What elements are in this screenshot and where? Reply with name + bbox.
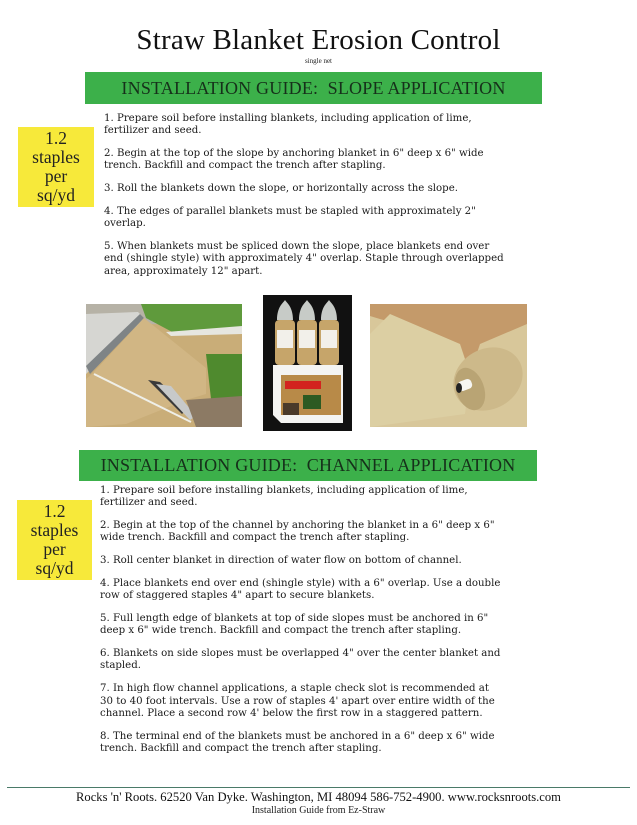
callout-per: per <box>43 539 66 559</box>
page-title: Straw Blanket Erosion Control <box>136 24 501 56</box>
callout-area: sq/yd <box>37 185 75 205</box>
blanket-roll-photo <box>370 304 527 427</box>
channel-section-heading-text: INSTALLATION GUIDE: CHANNEL APPLICATION <box>100 455 516 475</box>
blanket-roll-image <box>370 304 527 427</box>
channel-step-8: 8. The terminal end of the blankets must be anchored in a 6" deep x 6" wide trench. Backfill and compact the trench after stapling. <box>100 730 495 754</box>
footer-divider <box>7 787 630 788</box>
channel-steps-list <box>100 485 505 766</box>
channel-staple-callout <box>17 500 92 580</box>
channel-step-4: 4. Place blankets end over end (shingle style) with a 6" overlap. Use a double row of staggered staples 4" apart to secure blankets. <box>100 577 501 602</box>
slope-blanket-image <box>86 304 242 427</box>
slope-section-heading <box>85 72 542 104</box>
product-display-photo <box>263 295 352 431</box>
channel-step-7: 7. In high flow channel applications, a staple check slot is recommended at 30 to 40 foot intervals. Use a row of staples 4' apart over entire width of the channel. Place a second row 4' below the first row in a staggered pattern. <box>100 683 495 719</box>
footer-credit: Installation Guide from Ez-Straw <box>251 805 386 816</box>
channel-step-2: 2. Begin at the top of the channel by anchoring the blanket in a 6" deep x 6" wide trench. Backfill and compact the trench after stapling. <box>100 520 495 544</box>
channel-step-6: 6. Blankets on side slopes must be overlapped 4" over the center blanket and stapled. <box>100 648 501 672</box>
slope-section-heading-text: INSTALLATION GUIDE: SLOPE APPLICATION <box>121 77 506 98</box>
callout-unit: staples <box>30 520 79 540</box>
channel-step-5: 5. Full length edge of blankets at top of side slopes must be anchored in 6" deep x 6" wide trench. Backfill and compact the trench after stapling. <box>100 613 489 637</box>
callout-area: sq/yd <box>35 558 74 578</box>
slope-step-1: 1. Prepare soil before installing blankets, including application of lime, fertilizer and seed. <box>104 113 472 137</box>
slope-step-3: 3. Roll the blankets down the slope, or horizontally across the slope. <box>104 183 458 195</box>
channel-step-1: 1. Prepare soil before installing blankets, including application of lime, fertilizer and seed. <box>100 485 468 509</box>
channel-step-3: 3. Roll center blanket in direction of water flow on bottom of channel. <box>100 555 462 567</box>
slope-blanket-photo <box>86 304 242 427</box>
product-display-image <box>263 295 352 431</box>
callout-unit: staples <box>32 147 80 167</box>
page-subtitle: single net <box>304 57 333 65</box>
slope-staple-callout <box>18 127 94 207</box>
slope-steps-list <box>104 113 509 288</box>
callout-value: 1.2 <box>45 128 67 148</box>
slope-step-4: 4. The edges of parallel blankets must be stapled with approximately 2" overlap. <box>104 205 476 230</box>
slope-step-2: 2. Begin at the top of the slope by anchoring blanket in 6" deep x 6" wide trench. Backfill and compact the trench after stapling. <box>104 148 484 172</box>
footer-contact: Rocks 'n' Roots. 62520 Van Dyke. Washington, MI 48094 586-752-4900. www.rocksnroots.com <box>76 790 561 804</box>
callout-value: 1.2 <box>43 501 66 521</box>
callout-per: per <box>44 166 68 186</box>
channel-section-heading <box>79 450 537 481</box>
slope-step-5: 5. When blankets must be spliced down the slope, place blankets end over end (shingle style) with approximately 4" overlap. Staple through overlapped area, approximately 12" apart. <box>104 241 504 277</box>
